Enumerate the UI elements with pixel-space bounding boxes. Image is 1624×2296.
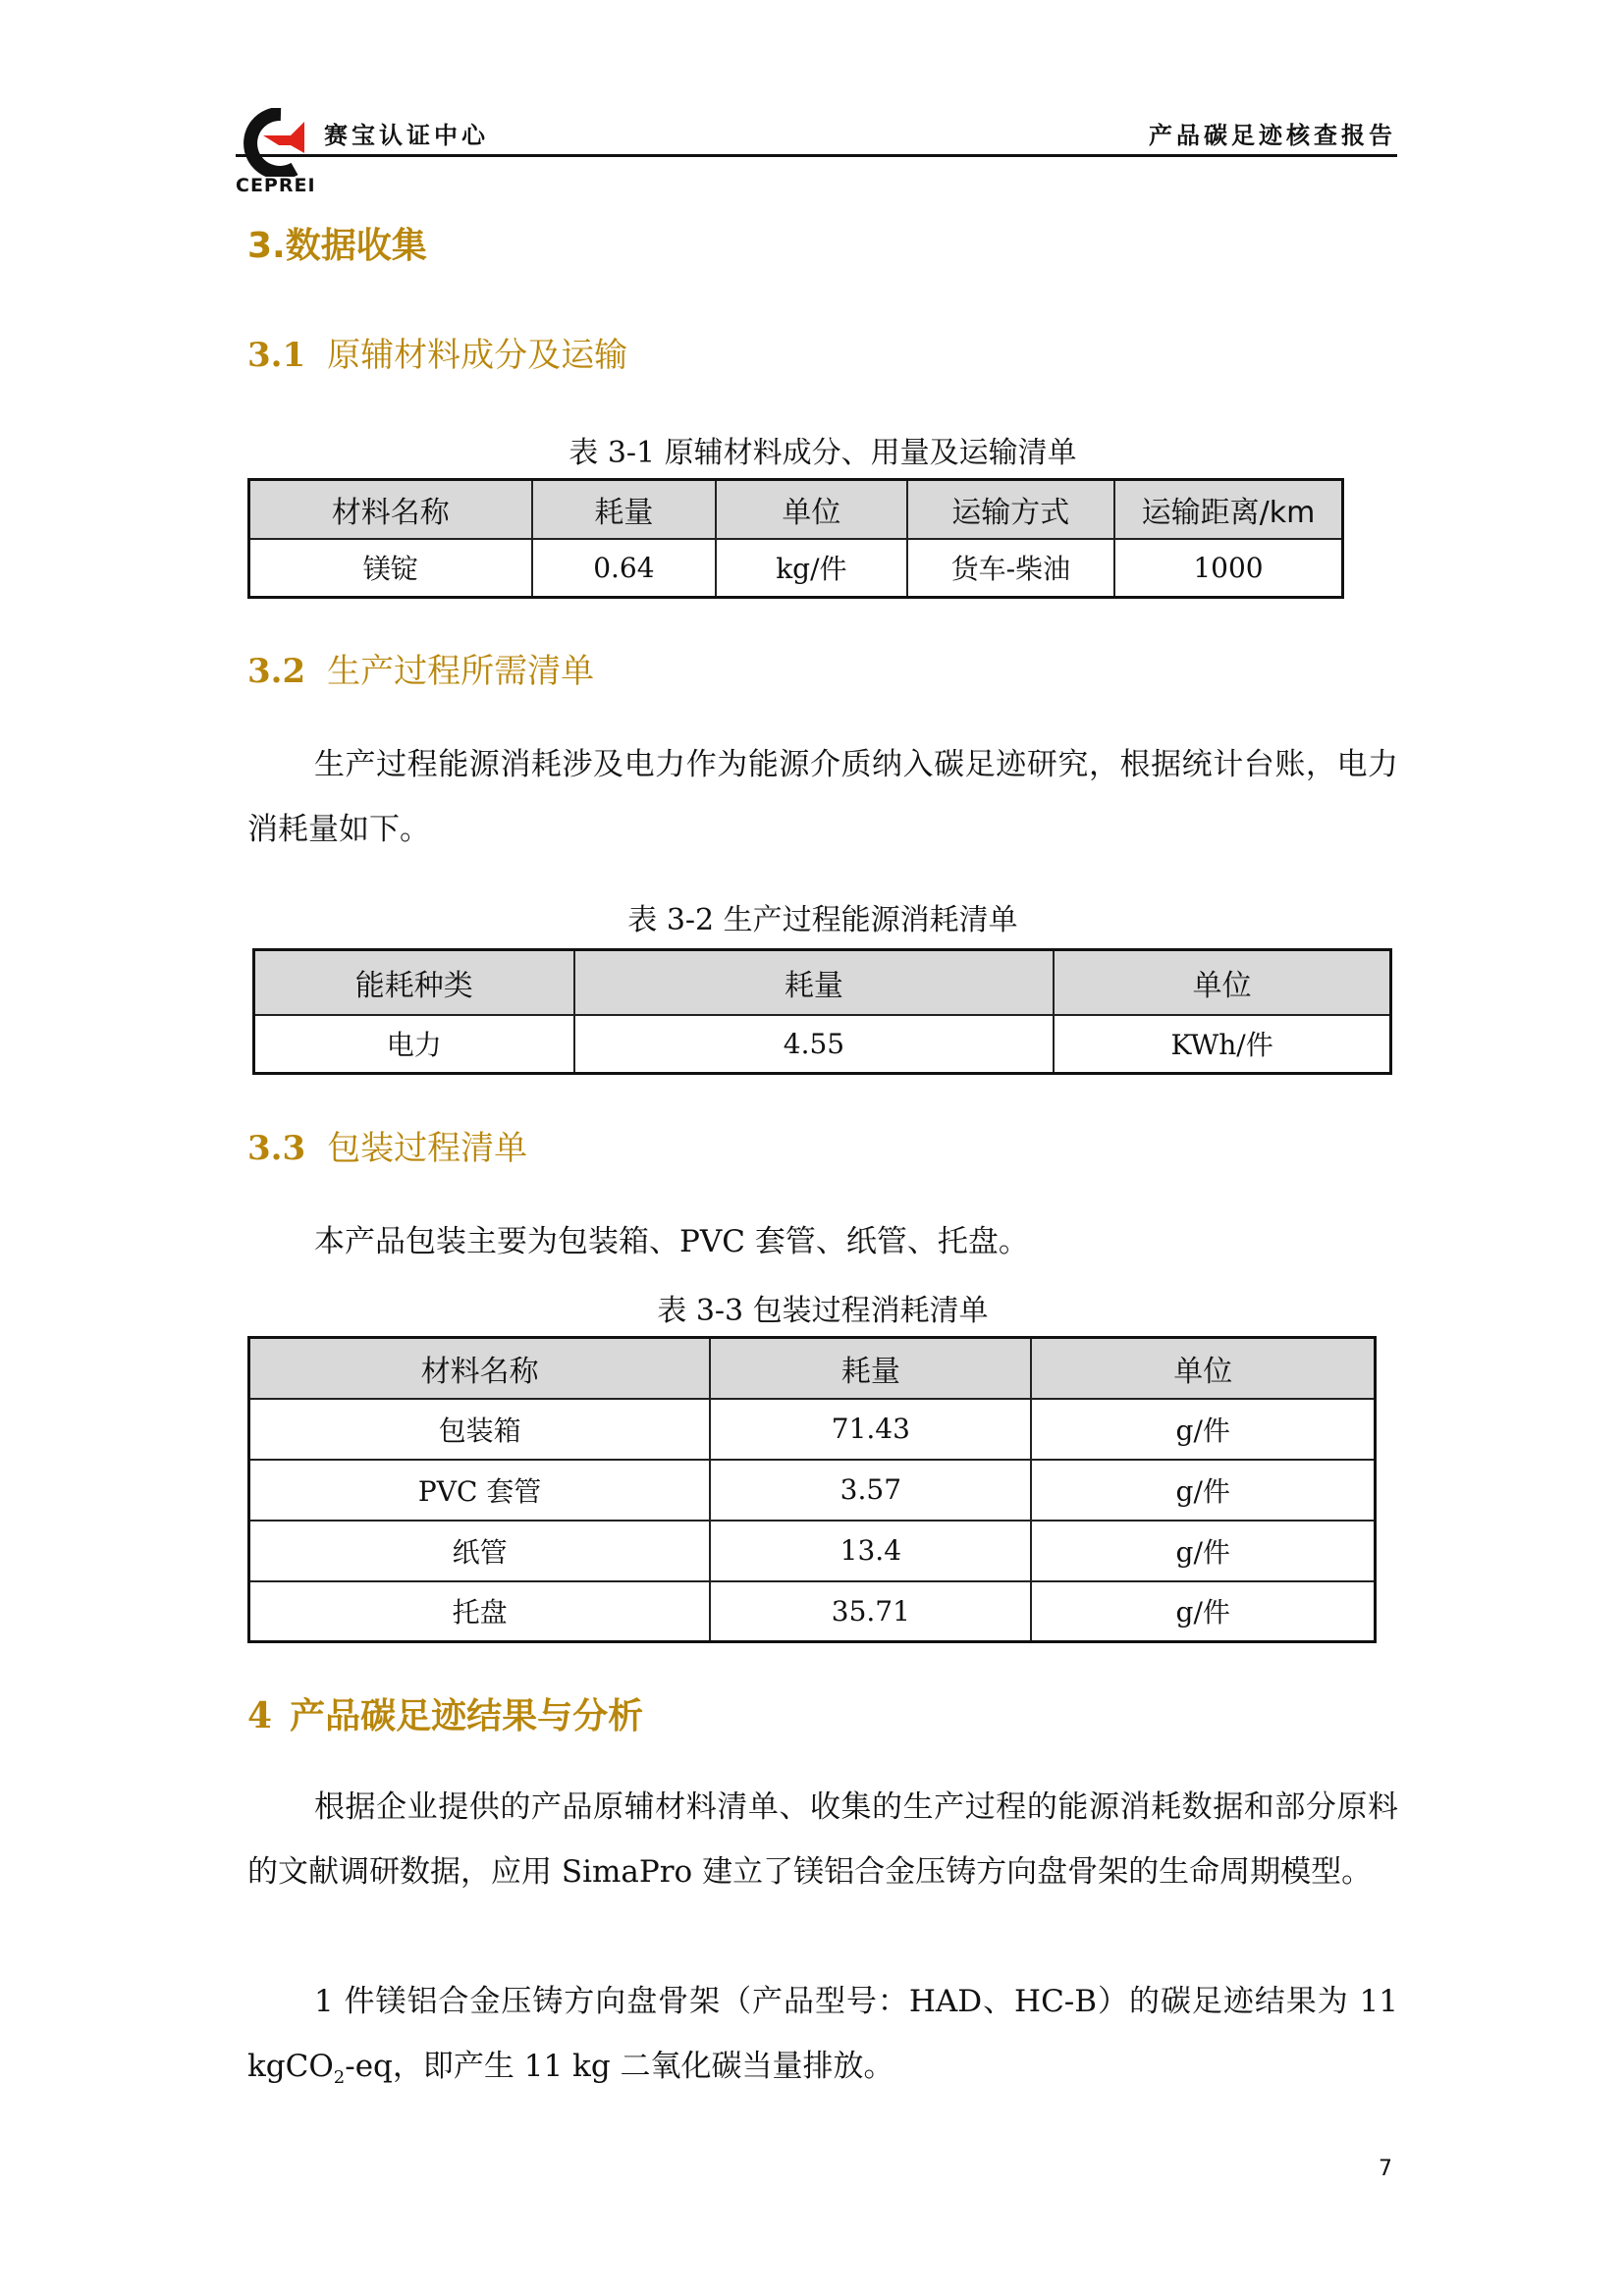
section-title: 生产过程所需清单	[327, 652, 595, 691]
table-cell: 3.57	[710, 1460, 1031, 1521]
section-4-heading	[247, 1688, 643, 1738]
header-divider	[236, 154, 1397, 157]
table-row	[249, 1399, 1376, 1460]
page-number: 7	[1379, 2157, 1392, 2181]
table-cell: 包装箱	[249, 1399, 711, 1460]
table-3-1-caption: 表 3-1 原辅材料成分、用量及运输清单	[568, 436, 1077, 470]
table-cell: g/件	[1031, 1521, 1375, 1581]
table-cell: g/件	[1031, 1399, 1375, 1460]
table-cell: KWh/件	[1054, 1015, 1390, 1074]
table-header-cell: 运输距离/km	[1114, 480, 1343, 539]
subscript: 2	[333, 2067, 346, 2089]
table-cell: 71.43	[710, 1399, 1031, 1460]
table-row	[249, 1521, 1376, 1581]
report-name: 产品碳足迹核查报告	[1149, 122, 1396, 149]
table-cell: g/件	[1031, 1460, 1375, 1521]
section-title: 产品碳足迹结果与分析	[290, 1696, 644, 1736]
table-row	[249, 1460, 1376, 1521]
table-header-cell: 单位	[1054, 950, 1390, 1015]
section-3-1-heading	[247, 328, 627, 376]
table-header-cell: 能耗种类	[254, 950, 574, 1015]
table-cell: 托盘	[249, 1581, 711, 1642]
table-3-2-caption: 表 3-2 生产过程能源消耗清单	[627, 903, 1018, 937]
table-header-cell: 耗量	[532, 480, 717, 539]
table-cell: 电力	[254, 1015, 574, 1074]
org-name: 赛宝认证中心	[324, 122, 489, 149]
table-row	[249, 539, 1343, 598]
table-row	[254, 1015, 1391, 1074]
table-row	[249, 1581, 1376, 1642]
section-3-3-heading	[247, 1121, 527, 1169]
table-header-cell: 单位	[1031, 1338, 1375, 1399]
paragraph-text: -eq，即产生 11 kg 二氧化碳当量排放。	[345, 2049, 894, 2084]
section-number: 3.1	[247, 336, 306, 375]
table-cell: kg/件	[716, 539, 906, 598]
ceprei-logo-icon	[234, 108, 330, 177]
paragraph-text: 1 件镁铝合金压铸方向盘骨架（产品型号：HAD、HC-B）的碳足迹结果为 11 kgCO	[247, 1984, 1398, 2084]
logo-text: CEPREI	[236, 175, 316, 196]
table-3-2	[252, 948, 1392, 1075]
paragraph: 本产品包装主要为包装箱、PVC 套管、纸管、托盘。	[314, 1224, 1029, 1259]
paragraph: 生产过程能源消耗涉及电力作为能源介质纳入碳足迹研究，根据统计台账，电力消耗量如下。	[247, 747, 1398, 847]
section-number: 3.2	[247, 652, 306, 691]
table-header-cell: 材料名称	[249, 1338, 711, 1399]
section-number: 4	[247, 1695, 273, 1736]
table-3-3	[247, 1336, 1377, 1643]
table-cell: PVC 套管	[249, 1460, 711, 1521]
table-cell: 35.71	[710, 1581, 1031, 1642]
section-3-heading	[247, 218, 427, 268]
table-cell: 13.4	[710, 1521, 1031, 1581]
table-3-3-caption: 表 3-3 包装过程消耗清单	[657, 1294, 989, 1328]
table-cell: 货车-柴油	[907, 539, 1114, 598]
section-title: 原辅材料成分及运输	[327, 336, 628, 375]
table-cell: 4.55	[574, 1015, 1055, 1074]
table-header-cell: 耗量	[710, 1338, 1031, 1399]
section-number: 3.	[247, 226, 286, 266]
paragraph: 根据企业提供的产品原辅材料清单、收集的生产过程的能源消耗数据和部分原料的文献调研数据，应用 SimaPro 建立了镁铝合金压铸方向盘骨架的生命周期模型。	[247, 1789, 1398, 1890]
table-cell: g/件	[1031, 1581, 1375, 1642]
table-header-cell: 耗量	[574, 950, 1055, 1015]
table-header-cell: 单位	[716, 480, 906, 539]
section-title: 数据收集	[285, 226, 427, 266]
paragraph	[247, 1969, 1398, 2110]
table-cell: 镁锭	[249, 539, 532, 598]
table-cell: 0.64	[532, 539, 717, 598]
section-title: 包装过程清单	[327, 1129, 528, 1168]
table-header-cell: 材料名称	[249, 480, 532, 539]
section-number: 3.3	[247, 1129, 306, 1168]
table-cell: 1000	[1114, 539, 1343, 598]
table-cell: 纸管	[249, 1521, 711, 1581]
table-3-1	[247, 478, 1344, 599]
section-3-2-heading	[247, 644, 594, 692]
table-header-cell: 运输方式	[907, 480, 1114, 539]
